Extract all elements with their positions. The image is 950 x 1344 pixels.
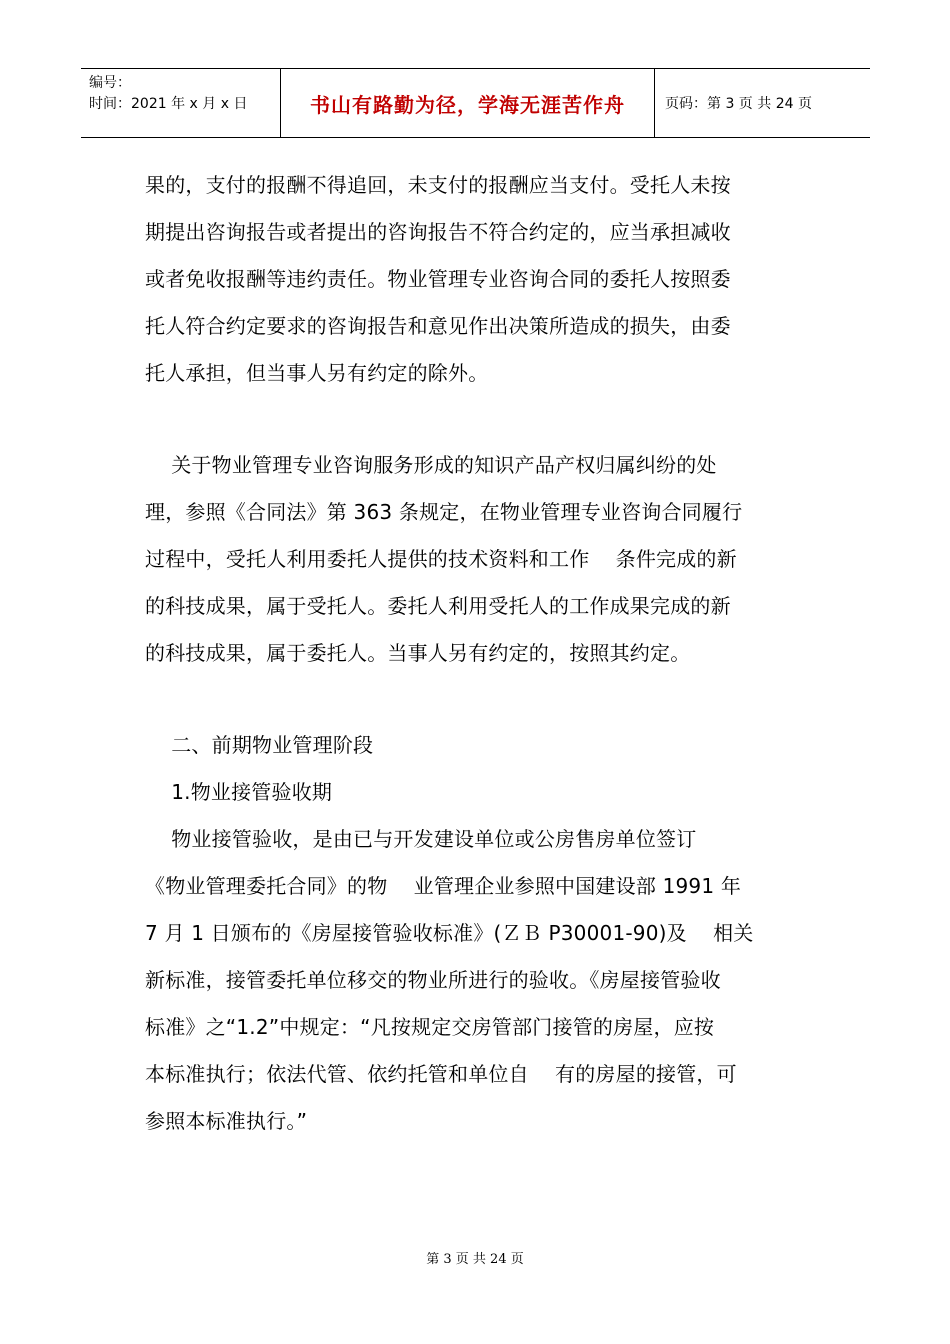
text-line: 新标准，接管委托单位移交的物业所进行的验收。《房屋接管验收 xyxy=(145,968,721,992)
text-line: 本标准执行；依法代管、依约托管和单位自 有的房屋的接管，可 xyxy=(145,1062,737,1086)
page-footer: 第 3 页 共 24 页 xyxy=(426,1252,524,1267)
paragraph-1 xyxy=(145,162,810,397)
paragraph-gap xyxy=(145,397,810,442)
text-line: 托人承担，但当事人另有约定的除外。 xyxy=(145,361,489,385)
time-label: 时间：2021 年 x 月 x 日 xyxy=(89,96,248,112)
text-line: 标准》之“1.2”中规定：“凡按规定交房管部门接管的房屋，应按 xyxy=(145,1015,715,1039)
section-heading: 二、前期物业管理阶段 xyxy=(145,733,374,757)
text-line: 或者免收报酬等违约责任。物业管理专业咨询合同的委托人按照委 xyxy=(145,267,731,291)
text-line: 的科技成果，属于受托人。委托人利用受托人的工作成果完成的新 xyxy=(145,594,731,618)
document-body xyxy=(145,162,810,1145)
text-line: 关于物业管理专业咨询服务形成的知识产品产权归属纠纷的处 xyxy=(145,453,717,477)
paragraph-3 xyxy=(145,816,810,1145)
text-line: 7 月 1 日颁布的《房屋接管验收标准》(ＺＢ P30001-90)及 相关 xyxy=(145,921,754,945)
number-label: 编号： xyxy=(89,75,131,91)
text-line: 过程中，受托人利用委托人提供的技术资料和工作 条件完成的新 xyxy=(145,547,737,571)
document-header xyxy=(81,68,870,138)
paragraph-2 xyxy=(145,442,810,677)
text-line: 果的，支付的报酬不得追回，未支付的报酬应当支付。受托人未按 xyxy=(145,173,731,197)
header-meta-cell xyxy=(81,69,281,137)
header-motto: 书山有路勤为径，学海无涯苦作舟 xyxy=(281,69,655,137)
text-line: 的科技成果，属于委托人。当事人另有约定的，按照其约定。 xyxy=(145,641,691,665)
text-line: 《物业管理委托合同》的物 业管理企业参照中国建设部 1991 年 xyxy=(145,874,742,898)
paragraph-gap xyxy=(145,677,810,722)
subsection-heading: 1.物业接管验收期 xyxy=(145,780,333,804)
text-line: 物业接管验收，是由已与开发建设单位或公房售房单位签订 xyxy=(145,827,697,851)
text-line: 期提出咨询报告或者提出的咨询报告不符合约定的，应当承担减收 xyxy=(145,220,731,244)
text-line: 参照本标准执行。” xyxy=(145,1109,308,1133)
text-line: 托人符合约定要求的咨询报告和意见作出决策所造成的损失，由委 xyxy=(145,314,731,338)
text-line: 理，参照《合同法》第 363 条规定，在物业管理专业咨询合同履行 xyxy=(145,500,743,524)
header-page-info: 页码：第 3 页 共 24 页 xyxy=(665,96,812,112)
